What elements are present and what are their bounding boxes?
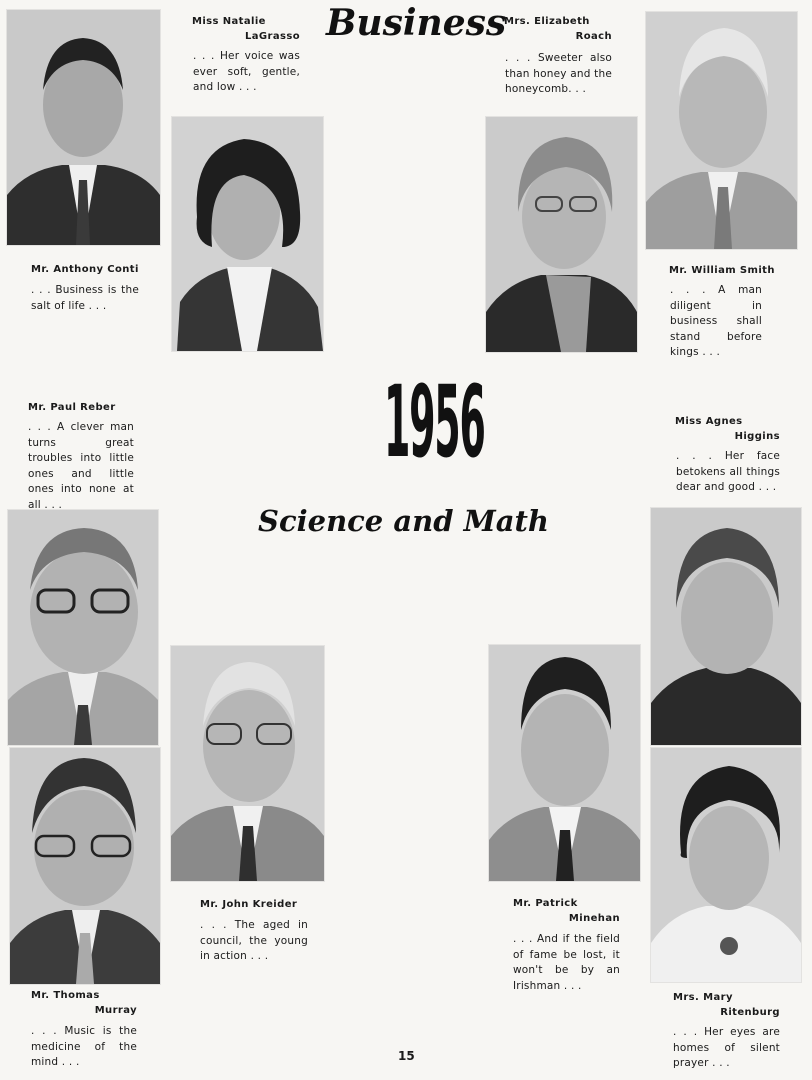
name-line-1: Mrs. Elizabeth	[504, 16, 590, 27]
photo-john-kreider	[171, 646, 324, 881]
page-number: 15	[398, 1049, 415, 1063]
photo-mary-ritenburg	[651, 748, 801, 982]
name-line-2: Higgins	[734, 431, 780, 442]
portrait-image	[489, 645, 640, 881]
quote-john-kreider: . . . The aged in council, the young in action . . .	[200, 919, 308, 962]
business-heading: Business	[326, 2, 507, 44]
name-paul-reber: Mr. Paul Reber	[28, 402, 116, 413]
name-line-2: Roach	[575, 31, 612, 42]
portrait-image	[171, 646, 324, 881]
photo-anthony-conti	[7, 10, 160, 245]
portrait-image	[646, 12, 797, 249]
name-john-kreider: Mr. John Kreider	[200, 899, 298, 910]
name-line-1: Miss Agnes	[675, 416, 743, 427]
photo-elizabeth-roach	[486, 117, 637, 352]
name-line-1: Mrs. Mary	[673, 992, 733, 1003]
name-line-2: LaGrasso	[245, 31, 300, 42]
name-mary-ritenburg	[673, 990, 780, 1020]
portrait-image	[172, 117, 323, 351]
portrait-image	[486, 117, 637, 352]
quote-thomas-murray: . . . Music is the medicine of the mind . . .	[31, 1025, 137, 1068]
name-thomas-murray	[31, 988, 137, 1018]
photo-thomas-murray	[10, 748, 160, 984]
photo-paul-reber	[8, 510, 158, 745]
name-william-smith: Mr. William Smith	[669, 265, 775, 276]
quote-paul-reber: . . . A clever man turns great troubles into little ones and little ones into none at all . . .	[28, 421, 134, 511]
portrait-image	[651, 508, 801, 745]
name-line-1: Mr. Patrick	[513, 898, 578, 909]
portrait-image	[651, 748, 801, 982]
quote-agnes-higgins: . . . Her face betokens all things dear and good . . .	[676, 450, 780, 493]
portrait-image	[7, 10, 160, 245]
name-patrick-minehan	[513, 896, 620, 926]
name-line-2: Minehan	[568, 913, 620, 924]
quote-mary-ritenburg: . . . Her eyes are homes of silent prayer . . .	[673, 1026, 780, 1069]
quote-william-smith: . . . A man diligent in business shall stand before kings . . .	[670, 284, 762, 358]
quote-elizabeth-roach: . . . Sweeter also than honey and the honeycomb. . .	[505, 52, 612, 95]
portrait-image	[10, 748, 160, 984]
photo-patrick-minehan	[489, 645, 640, 881]
quote-natalie-lagrasso: . . . Her voice was ever soft, gentle, and low . . .	[193, 50, 300, 93]
name-agnes-higgins	[675, 414, 780, 444]
name-line-2: Ritenburg	[720, 1007, 780, 1018]
name-line-2: Murray	[94, 1005, 137, 1016]
quote-anthony-conti: . . . Business is the salt of life . . .	[31, 284, 139, 312]
photo-william-smith	[646, 12, 797, 249]
quote-patrick-minehan: . . . And if the field of fame be lost, it won't be by an Irishman . . .	[513, 933, 620, 992]
name-anthony-conti: Mr. Anthony Conti	[31, 264, 139, 275]
name-natalie-lagrasso	[192, 14, 300, 44]
name-line-1: Mr. Thomas	[31, 990, 100, 1001]
name-line-1: Miss Natalie	[192, 16, 266, 27]
portrait-image	[8, 510, 158, 745]
photo-agnes-higgins	[651, 508, 801, 745]
photo-natalie-lagrasso	[172, 117, 323, 351]
science-math-heading: Science and Math	[258, 504, 549, 538]
year-title: 1956	[384, 366, 485, 481]
name-elizabeth-roach	[504, 14, 612, 44]
